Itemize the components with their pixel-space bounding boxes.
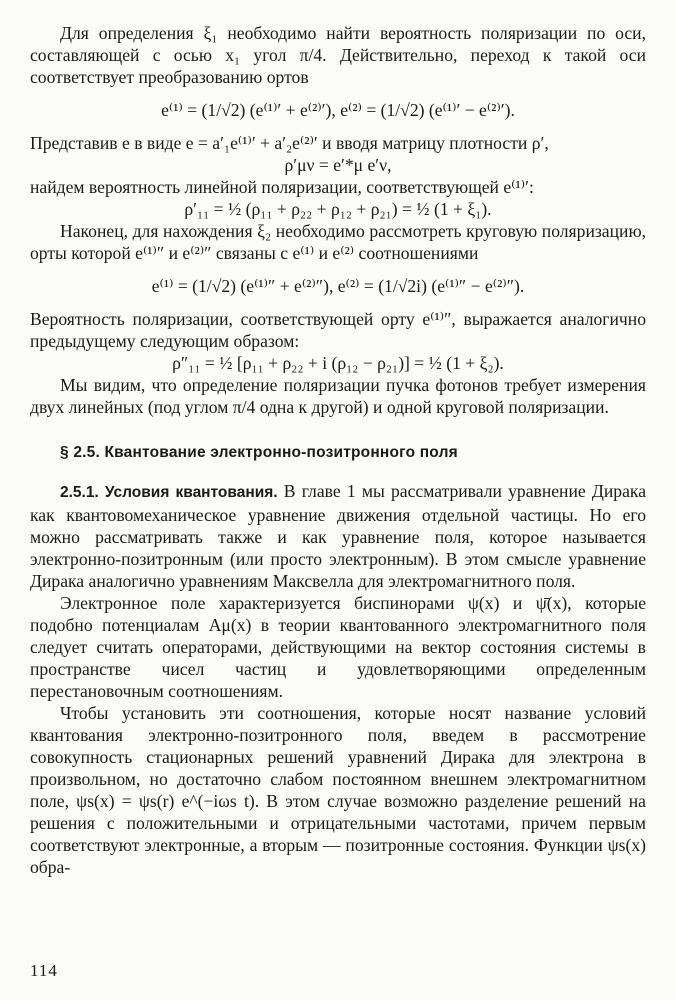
paragraph: Наконец, для нахождения ξ₂ необходимо рассмотреть круговую поляризацию, орты которой e⁽¹⁾″ и e⁽²⁾″ связаны с e⁽¹⁾ и e⁽²⁾ соотношениями (30, 221, 646, 263)
equation: e⁽¹⁾ = (1/√2) (e⁽¹⁾′ + e⁽²⁾′), e⁽²⁾ = (1/√2) (e⁽¹⁾′ − e⁽²⁾′). (161, 100, 515, 120)
equation: ρ′μν = e′*μ e′ν, (284, 155, 392, 175)
paragraph: Для определения ξ₁ необходимо найти вероятность поляризации по оси, составляющей с осью x₁ угол π/4. Действительно, переход к такой оси соответствует преобразованию ортов (30, 23, 646, 87)
paragraph: Электронное поле характеризуется биспинорами ψ(x) и ψ̄(x), которые подобно потенциалам Aμ(x) в теории квантованного электромагнитного поля следует считать операторами, действующими на вектор состояния системы в пространстве чисел частиц и удовлетворяющими определенным перестановочным соотношениям. (30, 593, 646, 701)
subsection-paragraph (30, 480, 646, 592)
equation: ρ′₁₁ = ½ (ρ₁₁ + ρ₂₂ + ρ₁₂ + ρ₂₁) = ½ (1 + ξ₁). (184, 199, 492, 219)
subsection-label: 2.5.1. Условия квантования. (60, 484, 278, 501)
page-number: 114 (30, 961, 58, 980)
paragraph: Вероятность поляризации, соответствующей орту e⁽¹⁾″, выражается аналогично предыдущему следующим образом: (30, 309, 646, 351)
subsection-text: В главе 1 мы рассматривали уравнение Дирака как квантовомеханическое уравнение движения отдельной частицы. Но его можно рассматривать также и как уравнение поля, которое называется электронно-позитронным (или просто электронным). В этом смысле уравнение Дирака аналогично уравнениям Максвелла для электромагнитного поля. (30, 481, 646, 591)
text-block-bottom (30, 592, 646, 878)
paragraph: Мы видим, что определение поляризации пучка фотонов требует измерения двух линейных (под углом π/4 одна к другой) и одной круговой поляризации. (30, 375, 646, 417)
paragraph: Представив e в виде e = a′₁e⁽¹⁾′ + a′₂e⁽²⁾′ и вводя матрицу плотности ρ′, (30, 133, 549, 153)
equation: ρ″₁₁ = ½ [ρ₁₁ + ρ₂₂ + i (ρ₁₂ − ρ₂₁)] = ½ (1 + ξ₂). (172, 353, 504, 373)
section-heading: § 2.5. Квантование электронно-позитронного поля (60, 444, 458, 461)
equation: e⁽¹⁾ = (1/√2) (e⁽¹⁾″ + e⁽²⁾″), e⁽²⁾ = (1/√2i) (e⁽¹⁾″ − e⁽²⁾″). (151, 276, 525, 296)
paragraph: найдем вероятность линейной поляризации, соответствующей e⁽¹⁾′: (30, 177, 534, 197)
text-block-top (30, 22, 646, 418)
paragraph: Чтобы установить эти соотношения, которые носят название условий квантования электронно-позитронного поля, введем в рассмотрение совокупность стационарных решений уравнений Дирака для электрона в произвольном, но достаточно слабом постоянном внешнем электромагнитном поле, ψs(x) = ψs(r) e^(−iωs t). В этом случае возможно разделение решений на решения с положительными и отрицательными частотами, причем первым соответствуют электронные, а вторым — позитронные состояния. Функции ψs(x) обра- (30, 703, 646, 877)
